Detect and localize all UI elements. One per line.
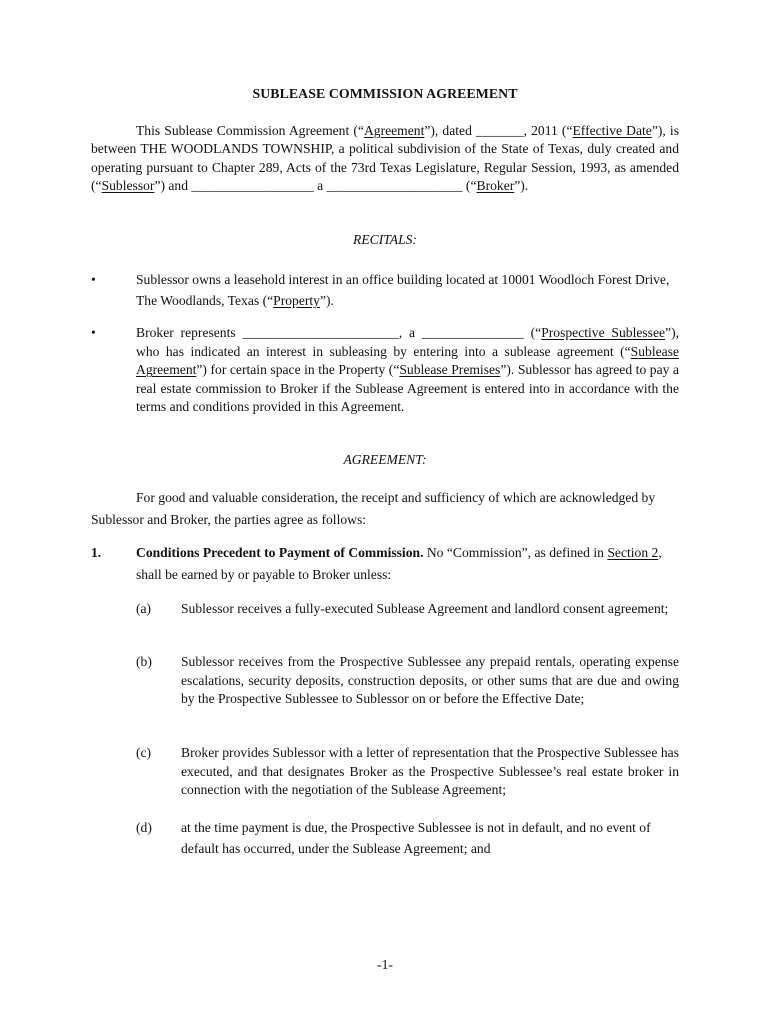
recital-text: [136, 269, 679, 311]
subitem-label: (b): [136, 654, 152, 669]
subitem-label: (c): [136, 745, 152, 760]
recital-text: [136, 324, 679, 417]
section-reference: Section 2: [607, 545, 659, 560]
recital-text-part: ”) for certain space in the Property (“: [196, 362, 400, 378]
defined-term-broker: Broker: [476, 177, 515, 193]
consideration-text: For good and valuable consideration, the receipt and sufficiency of which are acknowledged by Sublessor and Broker, the parties agree as follows:: [91, 490, 656, 527]
section-text-part: No “Commission”, as defined in: [423, 545, 608, 560]
subitem-label: (d): [136, 820, 152, 835]
recital-text-part: ”).: [319, 293, 334, 308]
intro-text: ”) and __________________ a ____________________ (“: [154, 177, 477, 193]
section-text-part: , shall be earned by or payable to Broker unless:: [136, 545, 662, 582]
recital-text-part: ”). Sublessor has agreed to pay a real estate commission to Broker if the Sublease Agreement is entered into in accordance with the terms and conditions provided in this Agreement.: [136, 362, 680, 415]
recital-text-part: Sublessor owns a leasehold interest in an office building located at 10001 Woodloch Forest Drive, The Woodlands, Texas (“: [136, 272, 670, 308]
bullet-marker: •: [91, 272, 96, 287]
section-text: [136, 542, 679, 585]
defined-term-effective-date: Effective Date: [572, 123, 652, 138]
subitem-text: at the time payment is due, the Prospective Sublessee is not in default, and no event of default has occurred, under the Sublease Agreement; and: [181, 820, 651, 856]
defined-term-sublease-agreement: Sublease Agreement: [136, 343, 679, 378]
subitem-text: Sublessor receives from the Prospective Sublessee any prepaid rentals, operating expense escalations, security deposits, construction deposits, or other sums that are due and owing by the Prospective Sublessee to Sublessor on or before the Effective Date;: [181, 654, 679, 707]
intro-paragraph: [91, 122, 679, 195]
section-heading: Conditions Precedent to Payment of Commission.: [136, 545, 424, 560]
defined-term-sublease-premises: Sublease Premises: [399, 362, 501, 378]
page-number: -1-: [377, 957, 393, 972]
agreement-heading: AGREEMENT:: [343, 452, 427, 467]
intro-text: ”).: [514, 177, 529, 193]
bullet-marker: •: [91, 325, 96, 340]
subitem-text: Sublessor receives a fully-executed Sublease Agreement and landlord consent agreement;: [181, 601, 669, 616]
defined-term-prospective-sublessee: Prospective Sublessee: [541, 325, 666, 340]
document-title: SUBLEASE COMMISSION AGREEMENT: [252, 86, 518, 101]
consideration-paragraph: [91, 487, 679, 530]
intro-text: ”), dated _______, 2011 (“: [424, 123, 573, 138]
intro-text: This Sublease Commission Agreement (“: [136, 123, 364, 138]
subitem-label: (a): [136, 601, 152, 616]
subitem-text: Broker provides Sublessor with a letter of representation that the Prospective Sublessee has executed, and that designates Broker as the Prospective Sublessee’s real estate broker in connection with the negotiation of the Sublease Agreement;: [181, 745, 679, 798]
section-number: 1.: [91, 545, 102, 560]
recitals-heading: RECITALS:: [353, 232, 417, 247]
intro-text: ”), is between THE WOODLANDS TOWNSHIP, a political subdivision of the State of Texas, duly created and operating pursuant to Chapter 289, Acts of the 73rd Texas Legislature, Regular Session, 1993, as amended (“: [91, 123, 679, 193]
defined-term-property: Property: [273, 293, 320, 308]
recital-text-part: Broker represents _______________________, a _______________ (“: [136, 325, 542, 340]
defined-term-agreement: Agreement: [363, 123, 425, 138]
recital-text-part: ”), who has indicated an interest in subleasing by entering into a sublease agreement (“: [136, 325, 679, 359]
defined-term-sublessor: Sublessor: [101, 177, 155, 193]
